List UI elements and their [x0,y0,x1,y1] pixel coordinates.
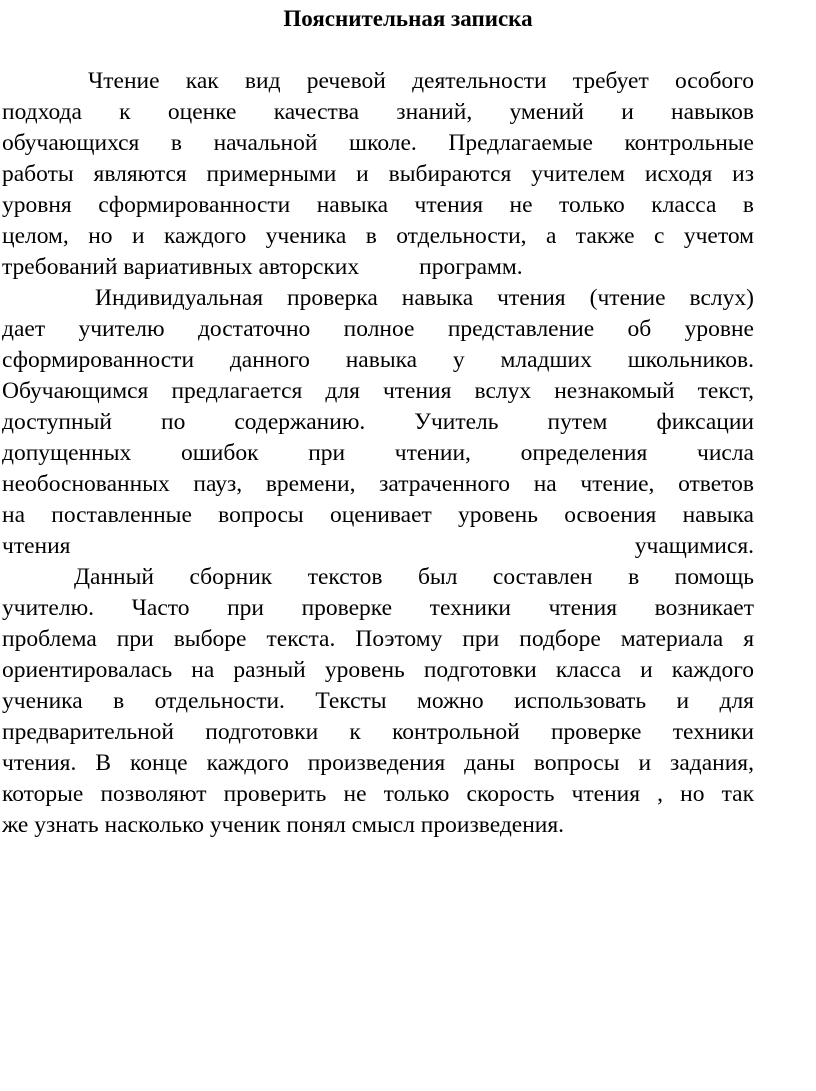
text-line: Данный сборник текстов был составлен в помощь [74,564,754,590]
text-line: ученика в отдельности. Тексты можно использовать и для [2,688,754,714]
text-line: ориентировалась на разный уровень подготовки класса и каждого [2,657,754,683]
text-line: доступный по содержанию. Учитель путем фиксации [2,409,754,435]
page-title: Пояснительная записка [283,6,533,31]
text-line [2,252,754,283]
text-line: проблема при выборе текста. Поэтому при подборе материала я [2,626,754,652]
text-line: Обучающимся предлагается для чтения вслух незнакомый текст, [2,378,754,404]
text-line: работы являются примерными и выбираются учителем исходя из [2,161,754,187]
text-line: уровня сформированности навыка чтения не только класса в [2,192,754,218]
text-line: учителю. Часто при проверке техники чтения возникает [2,595,754,621]
text-line: необоснованных пауз, времени, затраченного на чтение, ответов [2,471,754,497]
text-line: которые позволяют проверить не только скорость чтения , но так [2,781,754,807]
text-line: сформированности данного навыка у младших школьников. [2,347,754,373]
text-line: чтения. В конце каждого произведения даны вопросы и задания, [2,750,754,776]
text-fragment: чтения [2,533,71,559]
text-fragment: программ. [419,254,523,280]
document-body [2,66,754,841]
text-line: же узнать насколько ученик понял смысл произведения. [2,812,565,838]
text-line: подхода к оценке качества знаний, умений и навыков [2,99,754,125]
text-line: на поставленные вопросы оценивает уровень освоения навыка [2,502,754,528]
text-line: дает учителю достаточно полное представление об уровне [2,316,754,342]
text-line: предварительной подготовки к контрольной проверке техники [2,719,754,745]
text-line: Индивидуальная проверка навыка чтения (чтение вслух) [95,285,754,311]
text-line [2,531,754,562]
text-line: обучающихся в начальной школе. Предлагаемые контрольные [2,130,754,156]
text-line: допущенных ошибок при чтении, определения числа [2,440,754,466]
text-fragment: учащимися. [634,533,754,559]
text-line: целом, но и каждого ученика в отдельности, а также с учетом [2,223,754,249]
text-fragment: требований вариативных авторских [2,254,360,280]
text-line: Чтение как вид речевой деятельности требует особого [88,68,754,94]
